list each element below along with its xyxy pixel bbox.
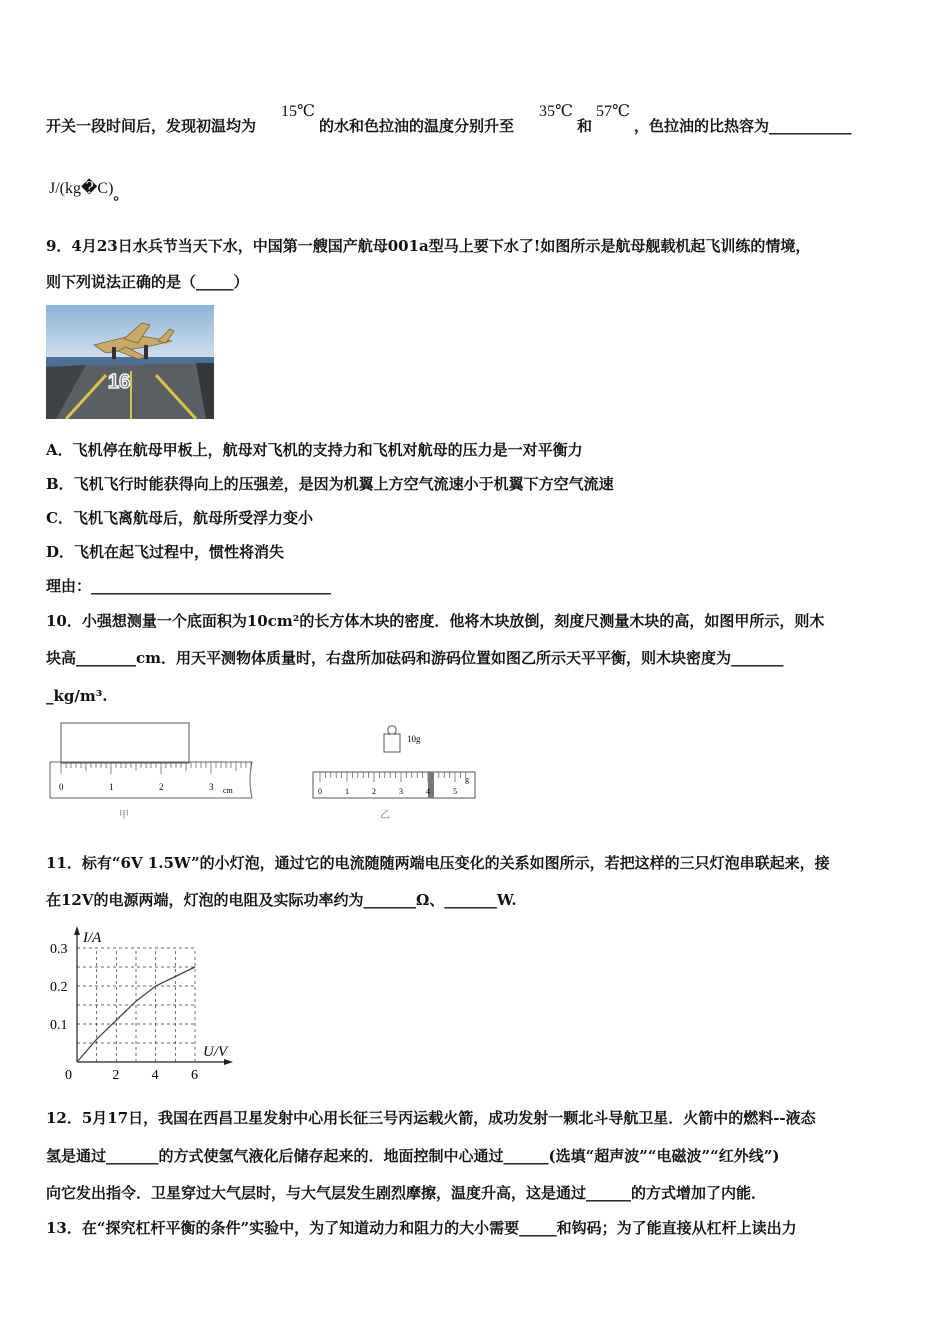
weight-10g [384, 734, 400, 752]
q8-unit-line [49, 178, 129, 203]
q11-line2: 在12V的电源两端，灯泡的电阻及实际功率约为_______Ω、_______W. [46, 891, 517, 909]
y-tick-label: 0.3 [50, 942, 68, 957]
ruler-tick-3: 3 [209, 782, 214, 792]
weight-label: 10g [407, 734, 421, 744]
q12-line2: 氢是通过_______的方式使氢气液化后储存起来的．地面控制中心通过______(选填“超声波”“电磁波”“红外线”) [46, 1147, 780, 1165]
q9-option-c: C．飞机飞离航母后，航母所受浮力变小 [46, 509, 313, 527]
beam-tick-4: 4 [426, 787, 430, 796]
q9-option-b: B．飞机飞行时能获得向上的压强差，是因为机翼上方空气流速小于机翼下方空气流速 [46, 475, 614, 493]
q11-line1: 11．标有“6V 1.5W”的小灯泡，通过它的电流随随两端电压变化的关系如图所示，若把这样的三只灯泡串联起来，接 [46, 854, 830, 872]
ruler-tick-0: 0 [59, 782, 64, 792]
x-tick-label: 6 [191, 1068, 198, 1083]
q8-and [577, 116, 592, 136]
y-tick-label: 0.1 [50, 1018, 68, 1033]
q10-line1: 10．小强想测量一个底面积为10cm²的长方体木块的密度．他将木块放倒，刻度尺测量木块的高，如图甲所示，则木 [46, 612, 825, 630]
q9-line1: 9．4月23日水兵节当天下水，中国第一艘国产航母001a型马上要下水了!如图所示是航母舰载机起飞训练的情境， [46, 237, 811, 255]
q12-line1: 12．5月17日，我国在西昌卫星发射中心用长征三号丙运载火箭，成功发射一颗北斗导航卫星．火箭中的燃料--液态 [46, 1109, 816, 1127]
y-axis-label: I/A [83, 930, 102, 946]
wood-block [61, 723, 189, 763]
q12-line3: 向它发出指令．卫星穿过大气层时，与大气层发生剧烈摩擦，温度升高，这是通过______的方式增加了内能． [46, 1184, 767, 1202]
beam-tick-3: 3 [399, 787, 403, 796]
carrier-photo-svg [46, 305, 214, 419]
balance-caption: 乙 [380, 810, 390, 821]
beam-scale [313, 772, 475, 798]
ruler-unit: cm [223, 786, 233, 795]
ruler-caption: 甲 [119, 810, 129, 821]
y-tick-label: 0.2 [50, 980, 68, 995]
q8-temp-water: 35℃ [539, 103, 573, 120]
q8-text-d: ，色拉油的比热容为___________ [634, 117, 852, 135]
q8-text-a: 开关一段时间后，发现初温均为 [46, 117, 257, 135]
q9-option-a: A．飞机停在航母甲板上，航母对飞机的支持力和飞机对航母的压力是一对平衡力 [46, 441, 583, 459]
beam-tick-5: 5 [453, 787, 457, 796]
x-axis-label: U/V [203, 1044, 228, 1060]
q8-temp-oil: 57℃ [596, 103, 630, 120]
beam-unit: g [465, 775, 469, 784]
beam-ticks [320, 772, 466, 782]
beam-tick-2: 2 [372, 787, 376, 796]
ruler-figure [46, 718, 256, 823]
q8-unit-end: 。 [113, 185, 129, 203]
q8-line1-b [319, 116, 514, 136]
q9-line2: 则下列说法正确的是（_____） [46, 273, 249, 291]
y-axis-arrow [74, 926, 80, 935]
q8-temp-initial: 15℃ [281, 103, 315, 120]
q8-text-b: 的水和色拉油的温度分别升至 [319, 117, 515, 135]
x-tick-label: 2 [112, 1068, 120, 1083]
q10-line3: _kg/m³. [46, 687, 108, 705]
ruler-tick-2: 2 [159, 782, 164, 792]
x-tick-label: 0 [65, 1068, 72, 1083]
weight-handle [388, 726, 396, 734]
q13-line1: 13．在“探究杠杆平衡的条件”实验中，为了知道动力和阻力的大小需要_____和钩码；为了能直接从杠杆上读出力 [46, 1219, 797, 1237]
deck-number: 16 [108, 371, 131, 393]
beam-tick-0: 0 [318, 787, 322, 796]
chart-grid [77, 948, 195, 1062]
ruler-tick-1: 1 [109, 782, 114, 792]
q8-line1-d [634, 116, 852, 136]
carrier-photo [46, 305, 214, 419]
q8-text-c: 和 [577, 117, 593, 135]
beam-tick-1: 1 [345, 787, 349, 796]
q8-line1 [46, 116, 256, 136]
q9-option-d: D．飞机在起飞过程中，惯性将消失 [46, 543, 285, 561]
q10-line2: 块高________cm．用天平测物体质量时，右盘所加砝码和游码位置如图乙所示天平平衡，则木块密度为_______ [46, 649, 784, 667]
iv-chart [40, 922, 240, 1090]
q8-unit: J/(kg�C) [49, 180, 114, 197]
x-tick-label: 4 [151, 1068, 159, 1083]
balance-figure [310, 718, 480, 823]
ruler-ticks [61, 762, 251, 774]
q9-reason: 理由：________________________________ [46, 577, 332, 595]
